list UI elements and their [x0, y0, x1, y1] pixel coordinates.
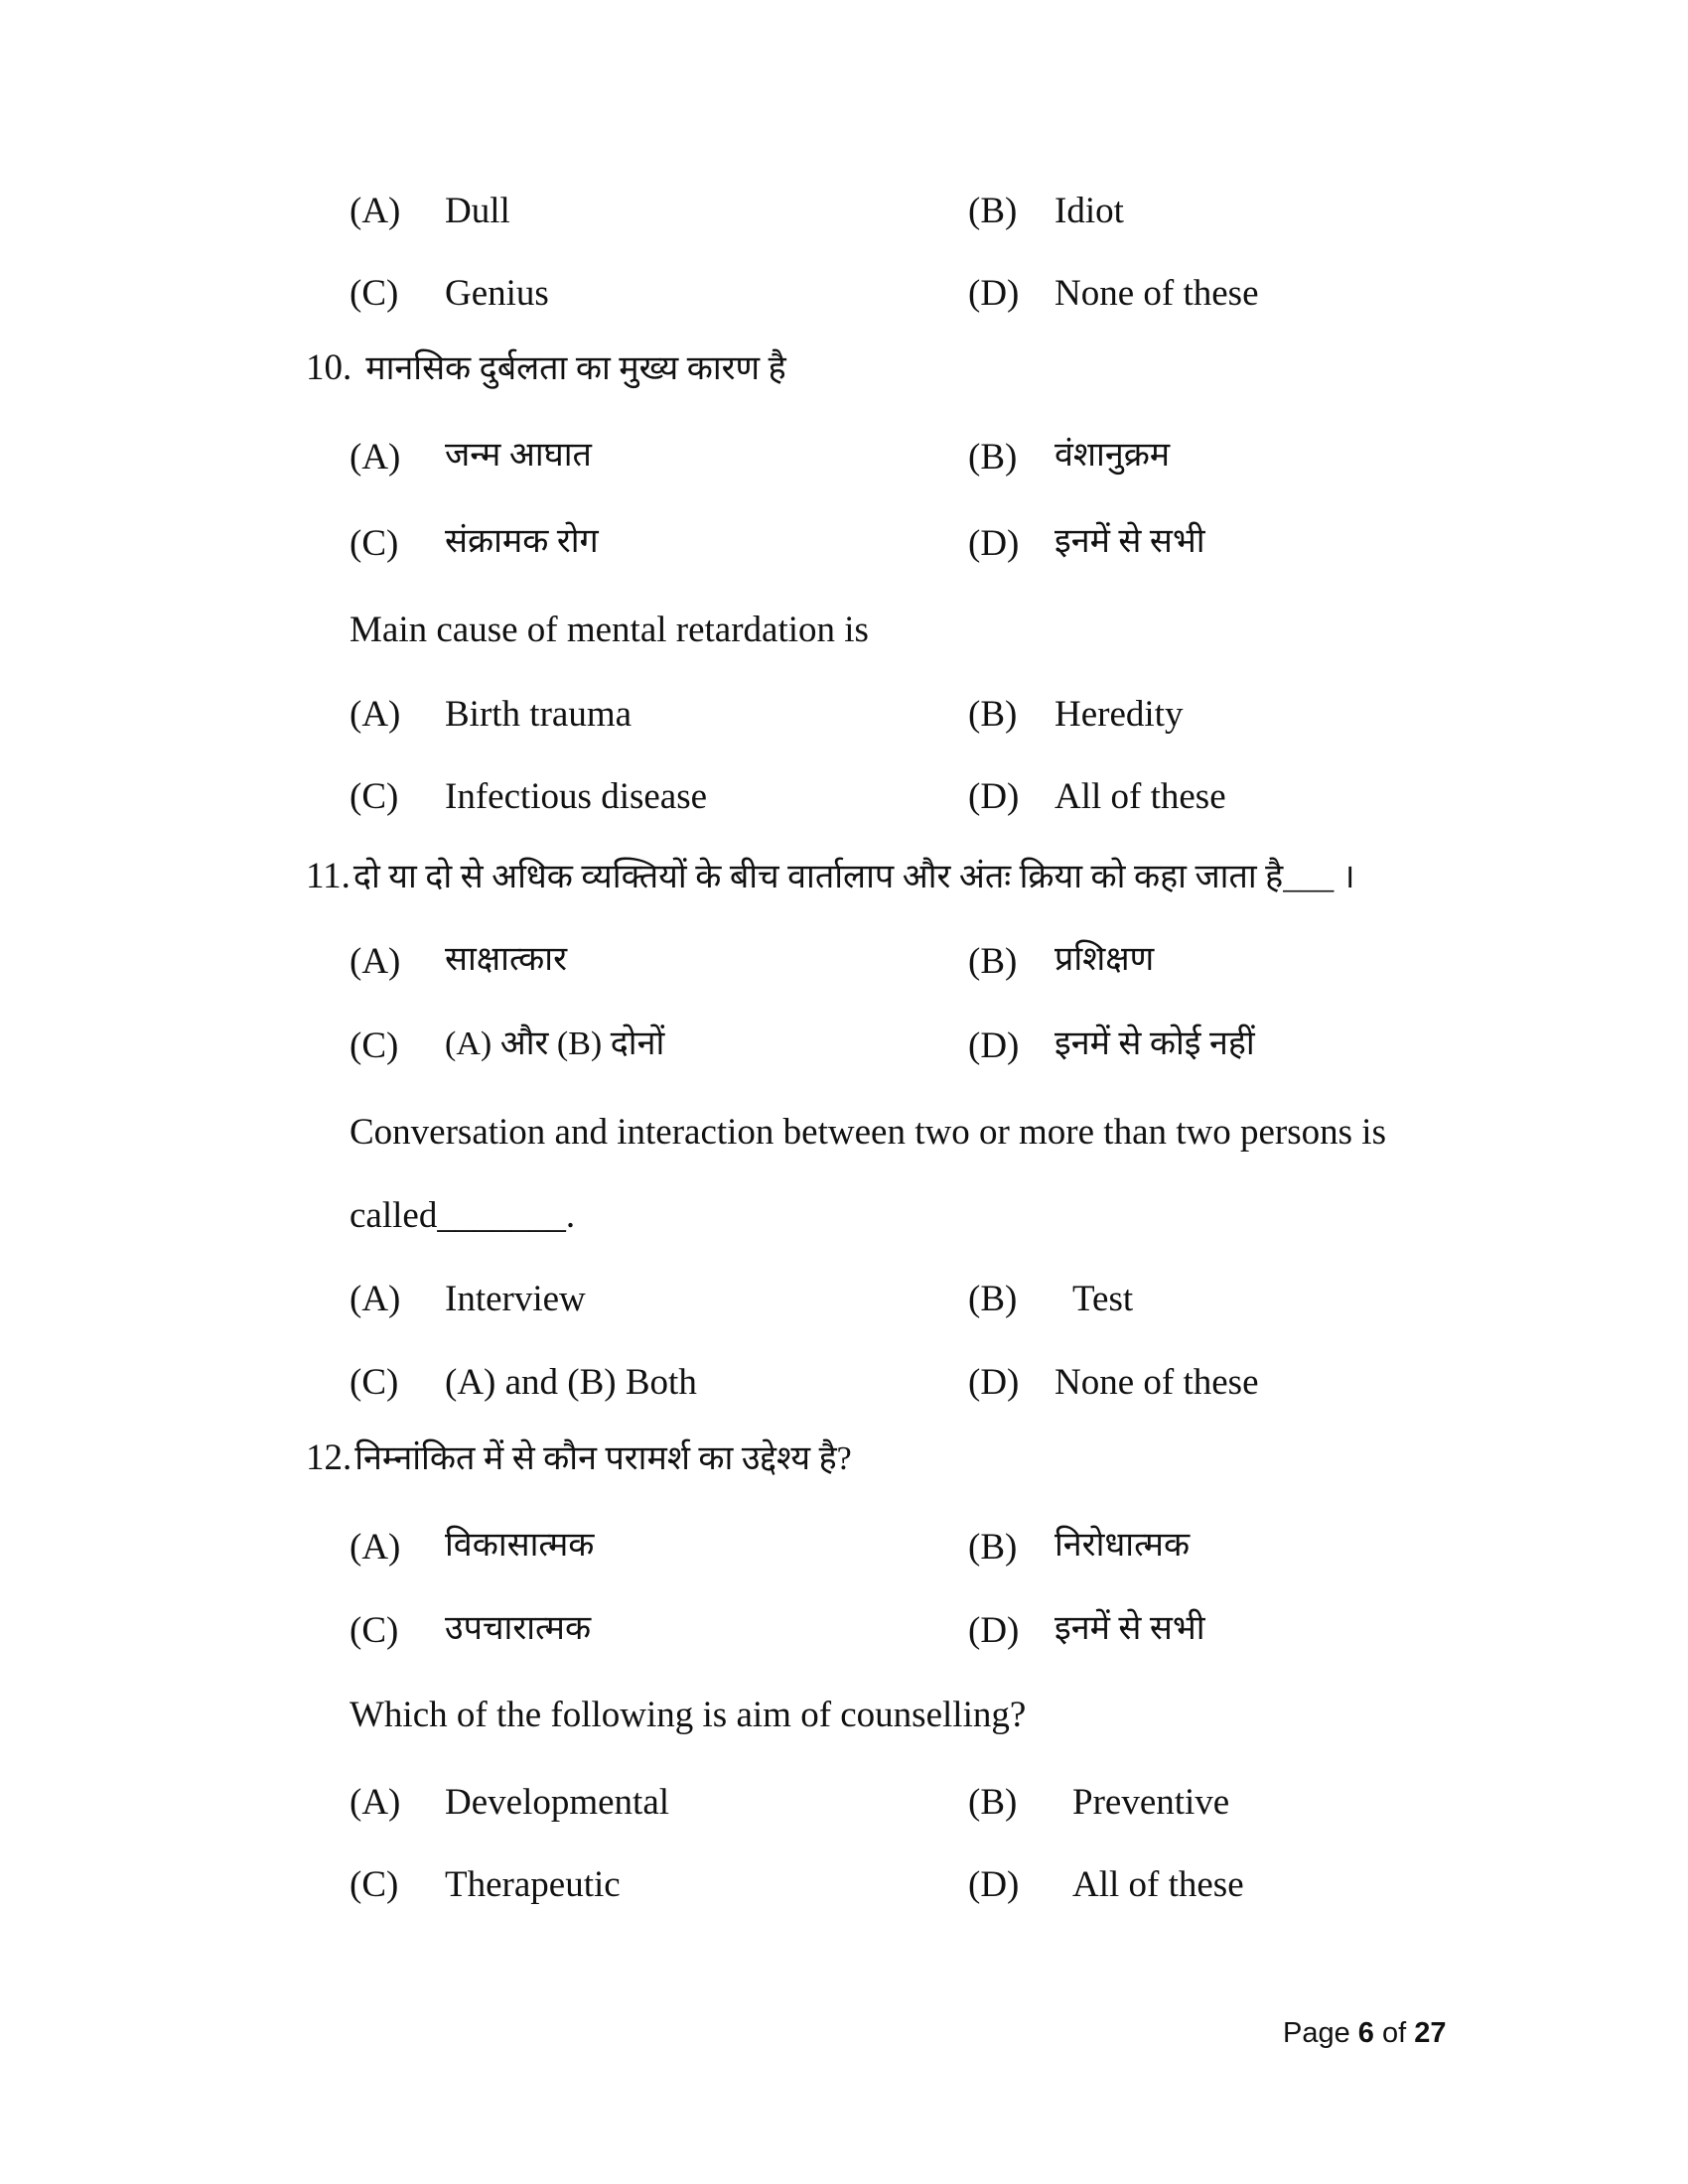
option-letter: (B)	[968, 1279, 1018, 1319]
option-letter: (A)	[350, 191, 401, 231]
option-letter: (D)	[968, 1362, 1020, 1403]
option-text: इनमें से सभी	[1055, 523, 1205, 560]
option-letter: (B)	[968, 694, 1018, 735]
question-text-english: Main cause of mental retardation is	[350, 610, 869, 650]
footer-page-number: 6	[1357, 2017, 1374, 2049]
option-text: जन्म आघात	[445, 437, 592, 474]
option-letter: (A)	[350, 1782, 401, 1823]
option-letter: (B)	[968, 1782, 1018, 1823]
question-text-hindi: दो या दो से अधिक व्यक्तियों के बीच वार्तालाप और अंतः क्रिया को कहा जाता है___ ।	[352, 859, 1355, 895]
option-letter: (A)	[350, 1527, 401, 1568]
option-letter: (D)	[968, 273, 1020, 314]
question-number: 11.	[306, 856, 351, 896]
option-text: Therapeutic	[445, 1864, 621, 1905]
question-text-english: Conversation and interaction between two or more than two persons is	[350, 1112, 1386, 1153]
option-letter: (C)	[350, 1025, 399, 1066]
option-letter: (C)	[350, 273, 399, 314]
footer-total-pages: 27	[1414, 2017, 1447, 2049]
option-text: All of these	[1055, 776, 1226, 817]
question-line	[306, 1435, 852, 1481]
option-letter: (C)	[350, 776, 399, 817]
option-letter: (A)	[350, 1279, 401, 1319]
footer-page-label: Page	[1283, 2017, 1350, 2049]
option-text: Developmental	[445, 1782, 670, 1823]
option-letter: (A)	[350, 694, 401, 735]
option-letter: (C)	[350, 1362, 399, 1403]
option-text: None of these	[1055, 273, 1259, 314]
option-text: None of these	[1055, 1362, 1259, 1403]
option-text: Genius	[445, 273, 549, 314]
option-letter: (B)	[968, 437, 1018, 478]
option-text: विकासात्मक	[445, 1527, 595, 1564]
option-letter: (C)	[350, 1864, 399, 1905]
question-text-english: Which of the following is aim of counselling?	[350, 1695, 1027, 1735]
option-letter: (D)	[968, 1864, 1020, 1905]
option-letter: (D)	[968, 523, 1020, 564]
page-footer	[1283, 2015, 1447, 2051]
option-text: निरोधात्मक	[1055, 1527, 1191, 1564]
option-text: उपचारात्मक	[445, 1610, 592, 1647]
option-text: Test	[1072, 1279, 1134, 1319]
option-text: Infectious disease	[445, 776, 708, 817]
question-text-hindi: मानसिक दुर्बलता का मुख्य कारण है	[365, 350, 786, 387]
option-text: संक्रामक रोग	[445, 523, 599, 560]
question-line	[306, 854, 1355, 899]
option-letter: (B)	[968, 1527, 1018, 1568]
option-text: Birth trauma	[445, 694, 633, 735]
option-letter: (A)	[350, 941, 401, 982]
option-text: Preventive	[1072, 1782, 1230, 1823]
question-line	[306, 345, 786, 391]
question-number: 10.	[306, 347, 352, 388]
option-letter: (B)	[968, 191, 1018, 231]
option-text: (A) और (B) दोनों	[445, 1025, 665, 1062]
option-text: Interview	[445, 1279, 586, 1319]
question-text-hindi: निम्नांकित में से कौन परामर्श का उद्देश्य है?	[354, 1440, 852, 1477]
option-text: प्रशिक्षण	[1055, 941, 1155, 978]
option-letter: (C)	[350, 1610, 399, 1651]
option-letter: (D)	[968, 1610, 1020, 1651]
option-text: Heredity	[1055, 694, 1184, 735]
option-text: All of these	[1072, 1864, 1244, 1905]
footer-of-label: of	[1382, 2017, 1407, 2049]
question-text-english: called_______.	[350, 1195, 576, 1236]
option-letter: (D)	[968, 776, 1020, 817]
option-text: इनमें से कोई नहीं	[1055, 1025, 1255, 1062]
question-number: 12.	[306, 1437, 352, 1478]
option-text: Dull	[445, 191, 510, 231]
option-letter: (B)	[968, 941, 1018, 982]
option-text: इनमें से सभी	[1055, 1610, 1205, 1647]
option-letter: (C)	[350, 523, 399, 564]
option-letter: (D)	[968, 1025, 1020, 1066]
option-text: वंशानुक्रम	[1055, 437, 1171, 474]
option-text: साक्षात्कार	[445, 941, 567, 978]
option-text: (A) and (B) Both	[445, 1362, 697, 1403]
option-letter: (A)	[350, 437, 401, 478]
option-text: Idiot	[1055, 191, 1124, 231]
